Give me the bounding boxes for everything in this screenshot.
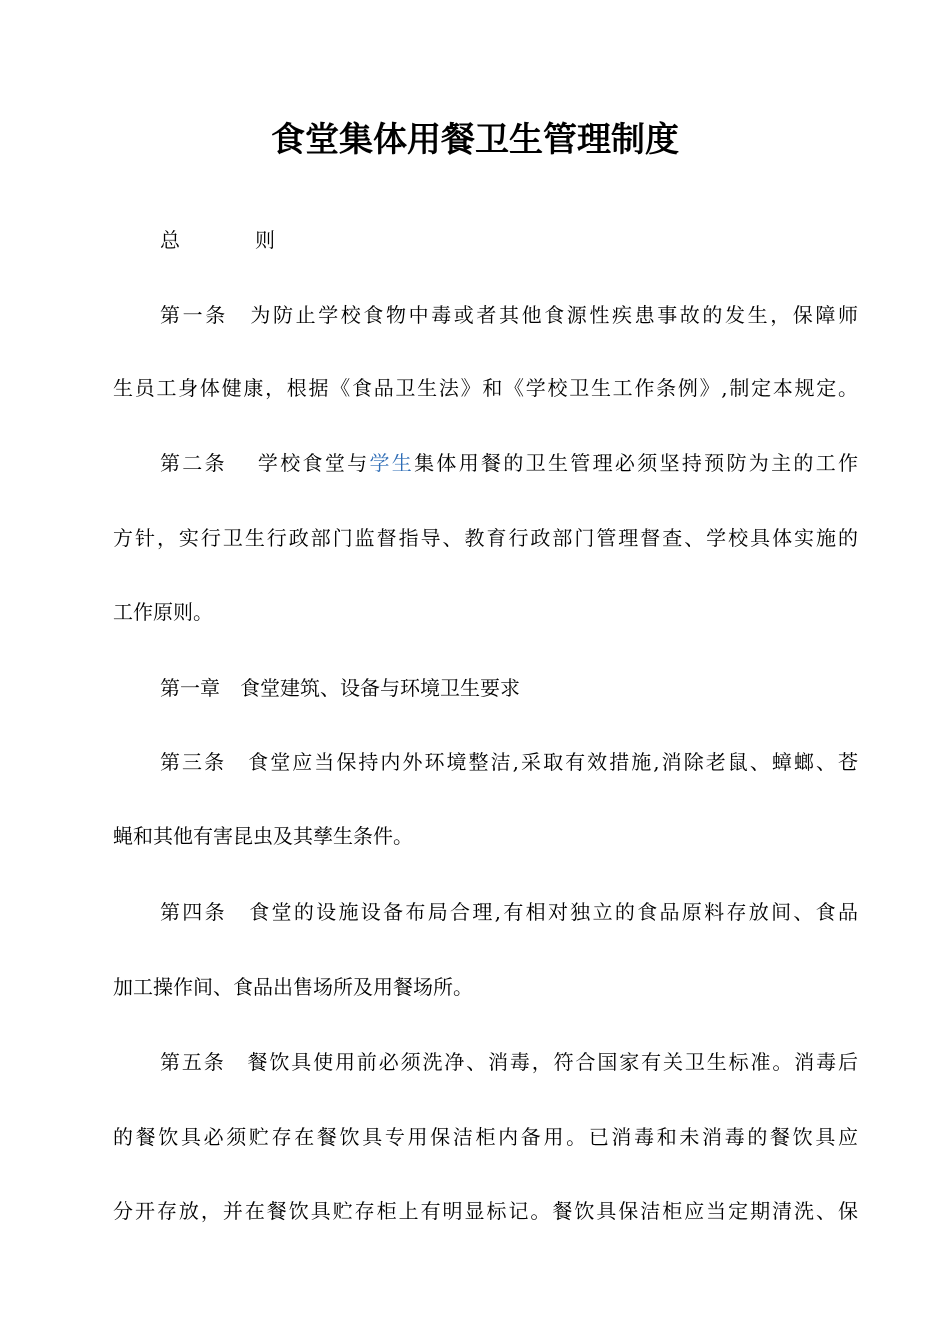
article-5-line-3: 分开存放，并在餐饮具贮存柜上有明显标记。餐饮具保洁柜应当定期清洗、保 — [113, 1199, 858, 1223]
section-heading — [160, 228, 275, 252]
article-5-line-2: 的餐饮具必须贮存在餐饮具专用保洁柜内备用。已消毒和未消毒的餐饮具应 — [113, 1125, 858, 1149]
article-3-line-1: 第三条 食堂应当保持内外环境整洁,采取有效措施,消除老鼠、蟑螂、苍 — [160, 750, 858, 774]
article-2-suffix: 集体用餐的卫生管理必须坚持预防为主的工作 — [414, 451, 859, 475]
article-1-line-2: 生员工身体健康，根据《食品卫生法》和《学校卫生工作条例》,制定本规定。 — [113, 376, 858, 400]
article-4-line-1: 第四条 食堂的设施设备布局合理,有相对独立的食品原料存放间、食品 — [160, 900, 858, 924]
article-3-line-2: 蝇和其他有害昆虫及其孳生条件。 — [113, 824, 413, 848]
student-link[interactable]: 学生 — [369, 451, 415, 475]
section-heading-left: 总 — [160, 228, 180, 252]
chapter-1-heading: 第一章 食堂建筑、设备与环境卫生要求 — [160, 676, 520, 700]
document-title: 食堂集体用餐卫生管理制度 — [271, 120, 679, 160]
article-2-prefix: 第二条 学校食堂与 — [160, 451, 370, 475]
article-4-line-2: 加工操作间、食品出售场所及用餐场所。 — [113, 975, 473, 999]
article-2-line-1 — [160, 451, 858, 475]
section-heading-right: 则 — [255, 228, 275, 252]
article-2-line-2: 方针，实行卫生行政部门监督指导、教育行政部门管理督查、学校具体实施的 — [113, 526, 858, 550]
article-5-line-1: 第五条 餐饮具使用前必须洗净、消毒，符合国家有关卫生标准。消毒后 — [160, 1050, 858, 1074]
article-1-line-1: 第一条 为防止学校食物中毒或者其他食源性疾患事故的发生，保障师 — [160, 303, 858, 327]
article-2-line-3: 工作原则。 — [113, 600, 213, 624]
